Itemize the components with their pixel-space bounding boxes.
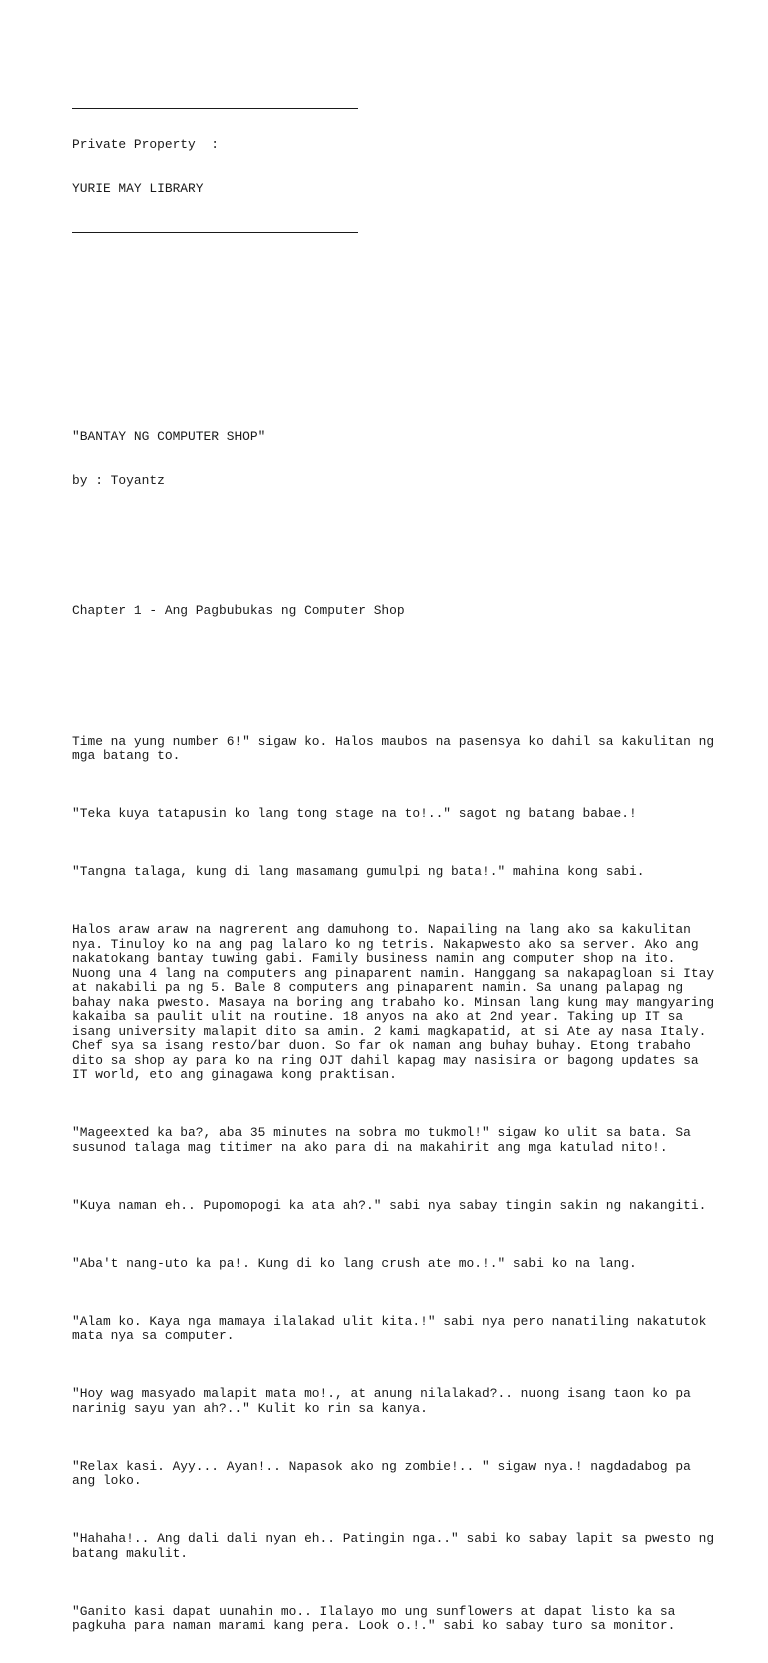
paragraph: "Ganito kasi dapat uunahin mo.. Ilalayo mo ung sunflowers at dapat listo ka sa pagkuha para naman marami kang pera. Look o.!." sabi ko sabay turo sa monitor. bbox=[72, 1603, 676, 1633]
chapter-heading: Chapter 1 - Ang Pagbubukas ng Computer Shop bbox=[72, 603, 405, 618]
paragraph: "Teka kuya tatapusin ko lang tong stage na to!.." sagot ng batang babae.! bbox=[72, 806, 637, 821]
header-private-property: Private Property : bbox=[72, 137, 219, 152]
paragraph: Halos araw araw na nagrerent ang damuhong to. Napailing na lang ako sa kakulitan nya. Tinuloy ko na ang pag lalaro ko ng tetris. Nakapwesto ako sa server. Ako ang nakatokang bantay tuwing gabi. Family business namin ang computer shop na ito. Nuong una 4 lang na computers ang pinaparent namin. Hanggang sa nakapagloan si Itay at nakabili pa ng 5. Bale 8 computers ang pinaparent namin. Sa unang palapag ng bahay naka pwesto. Masaya na boring ang trabaho ko. Minsan lang kung may mangyaring kakaiba sa paulit ulit na routine. 18 anyos na ako at 2nd year. Taking up IT sa isang university malapit dito sa amin. 2 kami magkapatid, at si Ate ay nasa Italy. Chef sya sa isang resto/bar duon. So far ok naman ang buhay buhay. Etong trabaho dito sa shop ay para ko na ring OJT dahil kapag may nasisira or bagong updates sa IT world, eto ang ginagawa kong praktisan. bbox=[72, 922, 715, 1082]
paragraph: "Mageexted ka ba?, aba 35 minutes na sobra mo tukmol!" sigaw ko ulit sa bata. Sa susunod talaga mag titimer na ako para di na makahirit ang mga katulad nito!. bbox=[72, 1125, 691, 1155]
paragraph: "Alam ko. Kaya nga mamaya ilalakad ulit kita.!" sabi nya pero nanatiling nakatutok mata nya sa computer. bbox=[72, 1313, 707, 1343]
paragraph: "Aba't nang-uto ka pa!. Kung di ko lang crush ate mo.!." sabi ko na lang. bbox=[72, 1255, 637, 1271]
story-title: "BANTAY NG COMPUTER SHOP" bbox=[72, 429, 266, 444]
story-byline: by : Toyantz bbox=[72, 472, 165, 488]
header-top-rule bbox=[72, 108, 358, 109]
paragraph: "Kuya naman eh.. Pupomopogi ka ata ah?." sabi nya sabay tingin sakin ng nakangiti. bbox=[72, 1197, 707, 1213]
header-bottom-rule bbox=[72, 232, 358, 233]
paragraph: "Relax kasi. Ayy... Ayan!.. Napasok ako ng zombie!.. " sigaw nya.! nagdadabog pa ang loko. bbox=[72, 1458, 691, 1488]
paragraph: "Tangna talaga, kung di lang masamang gumulpi ng bata!." mahina kong sabi. bbox=[72, 864, 645, 879]
document-page bbox=[72, 72, 732, 1663]
paragraph: Time na yung number 6!" sigaw ko. Halos maubos na pasensya ko dahil sa kakulitan ng mga batang to. bbox=[72, 733, 715, 763]
header-library-name: YURIE MAY LIBRARY bbox=[72, 180, 204, 196]
paragraph: "Hoy wag masyado malapit mata mo!., at anung nilalakad?.. nuong isang taon ko pa narinig sayu yan ah?.." Kulit ko rin sa kanya. bbox=[72, 1386, 691, 1416]
paragraph: "Hahaha!.. Ang dali dali nyan eh.. Patingin nga.." sabi ko sabay lapit sa pwesto ng batang makulit. bbox=[72, 1531, 715, 1561]
